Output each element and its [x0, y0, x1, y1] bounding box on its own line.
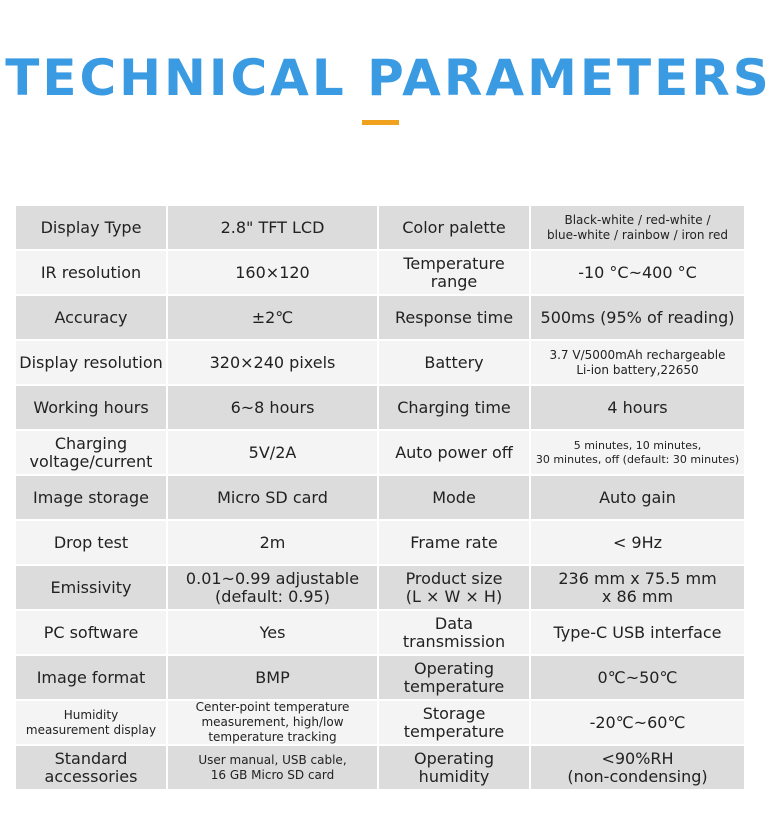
param-label-r10-c3: Data transmission [379, 611, 531, 656]
param-label-r4-c1: Display resolution [16, 341, 168, 386]
param-value-r7-c2: Micro SD card [168, 476, 379, 521]
param-label-r9-c1: Emissivity [16, 566, 168, 611]
param-label-r4-c3: Battery [379, 341, 531, 386]
param-value-r11-c4: 0℃~50℃ [531, 656, 746, 701]
param-value-r11-c2: BMP [168, 656, 379, 701]
param-value-r9-c4: 236 mm x 75.5 mm x 86 mm [531, 566, 746, 611]
param-label-r12-c3: Storage temperature [379, 701, 531, 746]
param-label-r7-c3: Mode [379, 476, 531, 521]
param-value-r5-c4: 4 hours [531, 386, 746, 431]
param-value-r4-c4: 3.7 V/5000mAh rechargeable Li-ion battery,22650 [531, 341, 746, 386]
param-label-r5-c3: Charging time [379, 386, 531, 431]
param-label-r6-c3: Auto power off [379, 431, 531, 476]
param-value-r1-c4: Black-white / red-white / blue-white / rainbow / iron red [531, 206, 746, 251]
param-value-r6-c4: 5 minutes, 10 minutes, 30 minutes, off (default: 30 minutes) [531, 431, 746, 476]
param-value-r8-c2: 2m [168, 521, 379, 566]
param-label-r8-c1: Drop test [16, 521, 168, 566]
title-accent-bar [362, 120, 399, 125]
param-label-r1-c1: Display Type [16, 206, 168, 251]
param-value-r7-c4: Auto gain [531, 476, 746, 521]
param-value-r10-c2: Yes [168, 611, 379, 656]
param-label-r13-c3: Operating humidity [379, 746, 531, 791]
param-label-r11-c3: Operating temperature [379, 656, 531, 701]
param-value-r12-c2: Center-point temperature measurement, high/low temperature tracking [168, 701, 379, 746]
param-value-r13-c2: User manual, USB cable, 16 GB Micro SD card [168, 746, 379, 791]
param-value-r4-c2: 320×240 pixels [168, 341, 379, 386]
param-label-r8-c3: Frame rate [379, 521, 531, 566]
param-label-r6-c1: Charging voltage/current [16, 431, 168, 476]
param-label-r13-c1: Standard accessories [16, 746, 168, 791]
param-value-r8-c4: < 9Hz [531, 521, 746, 566]
param-label-r7-c1: Image storage [16, 476, 168, 521]
param-value-r10-c4: Type-C USB interface [531, 611, 746, 656]
param-value-r9-c2: 0.01~0.99 adjustable (default: 0.95) [168, 566, 379, 611]
param-label-r2-c1: IR resolution [16, 251, 168, 296]
param-value-r3-c2: ±2℃ [168, 296, 379, 341]
param-label-r11-c1: Image format [16, 656, 168, 701]
param-value-r13-c4: <90%RH (non-condensing) [531, 746, 746, 791]
param-value-r2-c2: 160×120 [168, 251, 379, 296]
param-label-r9-c3: Product size (L × W × H) [379, 566, 531, 611]
param-value-r1-c2: 2.8" TFT LCD [168, 206, 379, 251]
param-label-r5-c1: Working hours [16, 386, 168, 431]
param-value-r2-c4: -10 °C~400 °C [531, 251, 746, 296]
param-label-r1-c3: Color palette [379, 206, 531, 251]
param-label-r3-c3: Response time [379, 296, 531, 341]
param-label-r10-c1: PC software [16, 611, 168, 656]
param-label-r12-c1: Humidity measurement display [16, 701, 168, 746]
page-title: TECHNICAL PARAMETERS [5, 49, 772, 107]
param-value-r5-c2: 6~8 hours [168, 386, 379, 431]
param-value-r6-c2: 5V/2A [168, 431, 379, 476]
param-label-r3-c1: Accuracy [16, 296, 168, 341]
param-value-r12-c4: -20℃~60℃ [531, 701, 746, 746]
param-value-r3-c4: 500ms (95% of reading) [531, 296, 746, 341]
param-label-r2-c3: Temperature range [379, 251, 531, 296]
spec-table [16, 206, 746, 791]
